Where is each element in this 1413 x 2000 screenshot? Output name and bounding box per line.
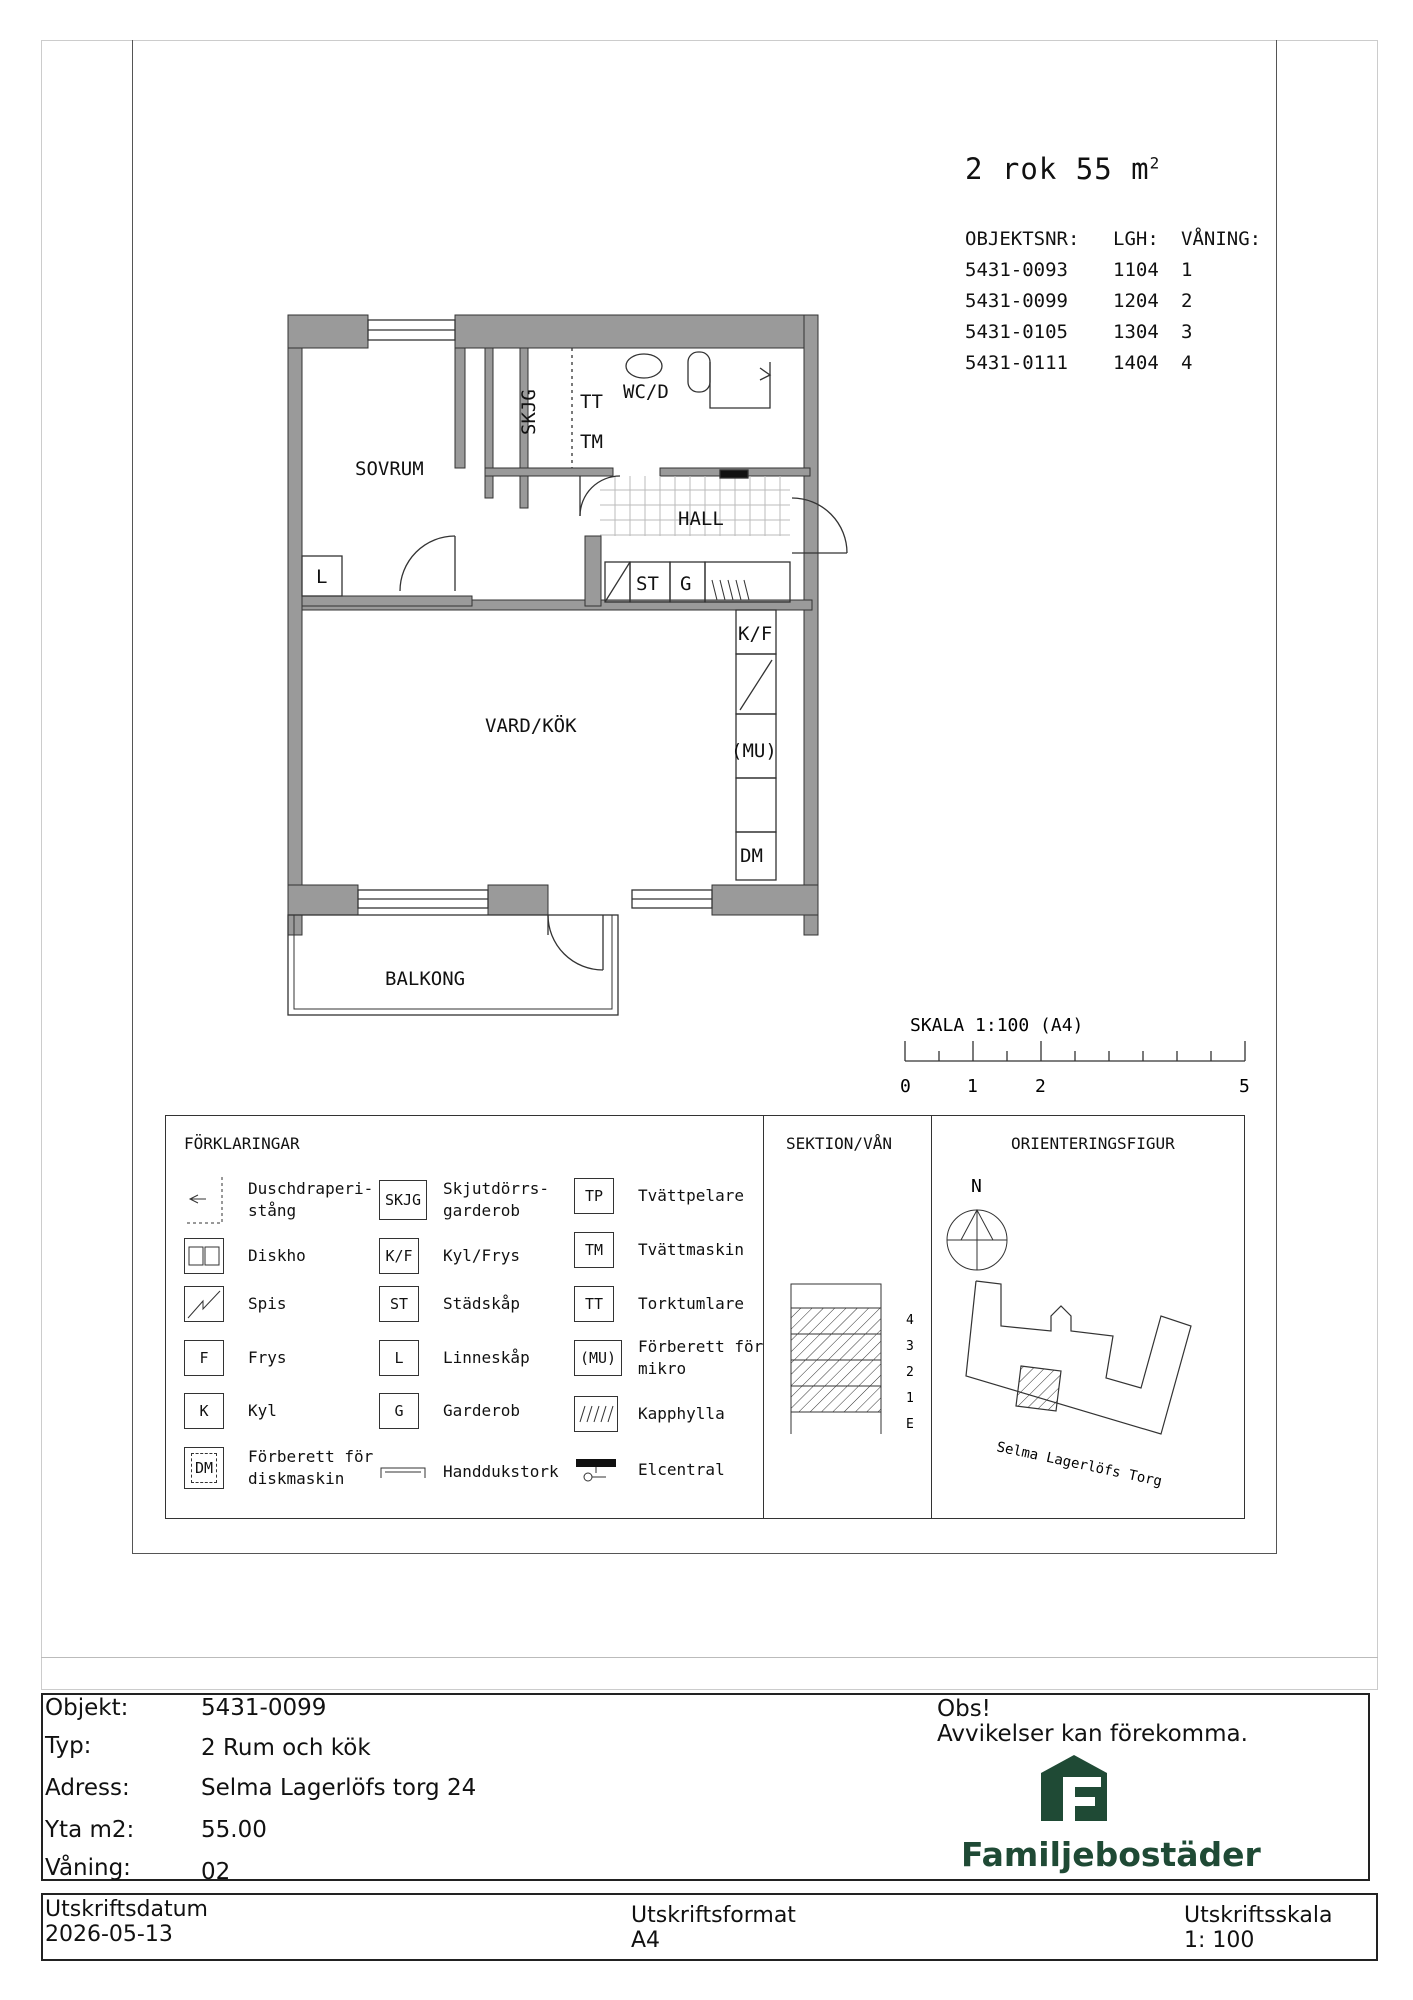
print-footer (41, 1893, 1378, 1961)
object-info-panel (41, 1693, 1370, 1885)
fixture-l: L (316, 566, 328, 588)
north-label: N (971, 1176, 982, 1197)
legend-item: K/F Kyl/Frys (379, 1238, 520, 1274)
legend-item: SKJG Skjutdörrs- garderob (379, 1178, 549, 1222)
legend-item: Handdukstork (379, 1454, 559, 1490)
legend-item: K Kyl (184, 1393, 277, 1429)
orientation-figure (941, 1166, 1241, 1506)
legend-item: ST Städskåp (379, 1286, 520, 1322)
object-table (965, 224, 1271, 379)
dishwasher-symbol: DM (184, 1447, 224, 1489)
building-outline (966, 1281, 1191, 1434)
legend-item: DM Förberett för diskmaskin (184, 1446, 373, 1490)
legend-divider (763, 1116, 764, 1518)
label-typ: Typ: (45, 1733, 92, 1759)
value-vaning: 02 (201, 1859, 231, 1885)
plan-title: 2 rok 55 $m^2$ (965, 152, 1161, 186)
object-row: 5431-0105 1304 3 (965, 321, 1193, 343)
sink-icon (184, 1238, 224, 1274)
microwave-symbol: (MU) (574, 1340, 622, 1376)
scale-tick-2: 2 (1035, 1076, 1046, 1097)
value-yta: 55.00 (201, 1817, 267, 1843)
label-objekt: Objekt: (45, 1695, 129, 1721)
legend-item: TT Torktumlare (574, 1286, 744, 1322)
fixture-skjg: SKJG (518, 389, 540, 435)
value-adress: Selma Lagerlöfs torg 24 (201, 1775, 477, 1801)
legend-item: G Garderob (379, 1393, 520, 1429)
label-vaning: Våning: (45, 1855, 131, 1881)
familjebostader-logo-icon (1041, 1755, 1107, 1821)
print-date: Utskriftsdatum 2026-05-13 (45, 1897, 208, 1947)
object-table-header: OBJEKTSNR: LGH: VÅNING: (965, 228, 1262, 250)
fixture-tm: TM (580, 431, 603, 453)
scale-tick-1: 1 (967, 1076, 978, 1097)
section-diagram (776, 1276, 926, 1446)
print-format: Utskriftsformat A4 (631, 1903, 796, 1953)
room-label-sovrum: SOVRUM (355, 458, 424, 480)
room-label-wc: WC/D (623, 381, 669, 403)
scale-tick-5: 5 (1239, 1076, 1250, 1097)
section-floor-label: 1 (906, 1391, 914, 1406)
towel-warmer-icon (379, 1454, 427, 1490)
legend-item: Duschdraperi- stång (184, 1178, 373, 1222)
legend-item: Diskho (184, 1238, 306, 1274)
legend-item: TP Tvättpelare (574, 1178, 744, 1214)
legend-item: Elcentral (574, 1452, 725, 1488)
section-floor-label: E (906, 1417, 914, 1432)
legend-title: FÖRKLARINGAR (184, 1134, 300, 1153)
wardrobe-symbol: G (379, 1393, 419, 1429)
section-floor-label: 4 (906, 1313, 914, 1328)
section-floor-label: 3 (906, 1339, 914, 1354)
freezer-symbol: F (184, 1340, 224, 1376)
washing-machine-symbol: TM (574, 1232, 614, 1268)
section-title: SEKTION/VÅN (786, 1134, 892, 1153)
value-typ: 2 Rum och kök (201, 1735, 371, 1761)
linen-cabinet-symbol: L (379, 1340, 419, 1376)
value-objekt: 5431-0099 (201, 1695, 327, 1721)
room-label-hall: HALL (678, 508, 724, 530)
fridge-symbol: K (184, 1393, 224, 1429)
room-label-balkong: BALKONG (385, 968, 466, 990)
electrical-panel-icon (574, 1452, 618, 1488)
legend-panel (165, 1115, 1245, 1519)
floor-plan (280, 300, 860, 1040)
fridge-freezer-symbol: K/F (379, 1238, 419, 1274)
street-label: Selma Lagerlöfs Torg (995, 1439, 1164, 1490)
compass-icon (947, 1210, 1007, 1270)
legend-item: Spis (184, 1286, 287, 1322)
fixture-kf: K/F (738, 623, 773, 645)
scale-bar (900, 1008, 1255, 1103)
fixture-dm: DM (740, 845, 763, 867)
scale-title: SKALA 1:100 (A4) (910, 1015, 1084, 1036)
stove-icon (184, 1286, 224, 1322)
cleaning-cabinet-symbol: ST (379, 1286, 419, 1322)
sliding-wardrobe-symbol: SKJG (379, 1180, 427, 1220)
legend-item: L Linneskåp (379, 1340, 530, 1376)
orientation-title: ORIENTERINGSFIGUR (1011, 1134, 1175, 1153)
object-row: 5431-0093 1104 1 (965, 259, 1193, 281)
fixture-mu: (MU) (731, 740, 777, 762)
fixture-st: ST (636, 573, 659, 595)
room-label-vardkok: VARD/KÖK (485, 715, 577, 737)
shower-curtain-rail-icon (184, 1182, 224, 1218)
legend-item: F Frys (184, 1340, 287, 1376)
print-scale: Utskriftsskala 1: 100 (1184, 1903, 1333, 1953)
scale-tick-0: 0 (900, 1076, 911, 1097)
legend-divider (931, 1116, 932, 1518)
tumble-dryer-symbol: TT (574, 1286, 614, 1322)
fixture-tt: TT (580, 391, 603, 413)
legend-item: (MU) Förberett för mikro (574, 1336, 763, 1380)
fixture-g: G (680, 573, 692, 595)
brand-name: Familjebostäder (961, 1835, 1261, 1874)
object-row: 5431-0099 1204 2 (965, 290, 1193, 312)
washer-tower-symbol: TP (574, 1178, 614, 1214)
label-adress: Adress: (45, 1775, 130, 1801)
label-yta: Yta m2: (45, 1817, 135, 1843)
section-floor-label: 2 (906, 1365, 914, 1380)
coat-rack-icon (574, 1396, 618, 1432)
frame-rule (41, 1657, 1378, 1658)
obs-note: Obs! Avvikelser kan förekomma. (937, 1696, 1248, 1747)
legend-item: TM Tvättmaskin (574, 1232, 744, 1268)
legend-item: Kapphylla (574, 1396, 725, 1432)
object-row: 5431-0111 1404 4 (965, 352, 1193, 374)
